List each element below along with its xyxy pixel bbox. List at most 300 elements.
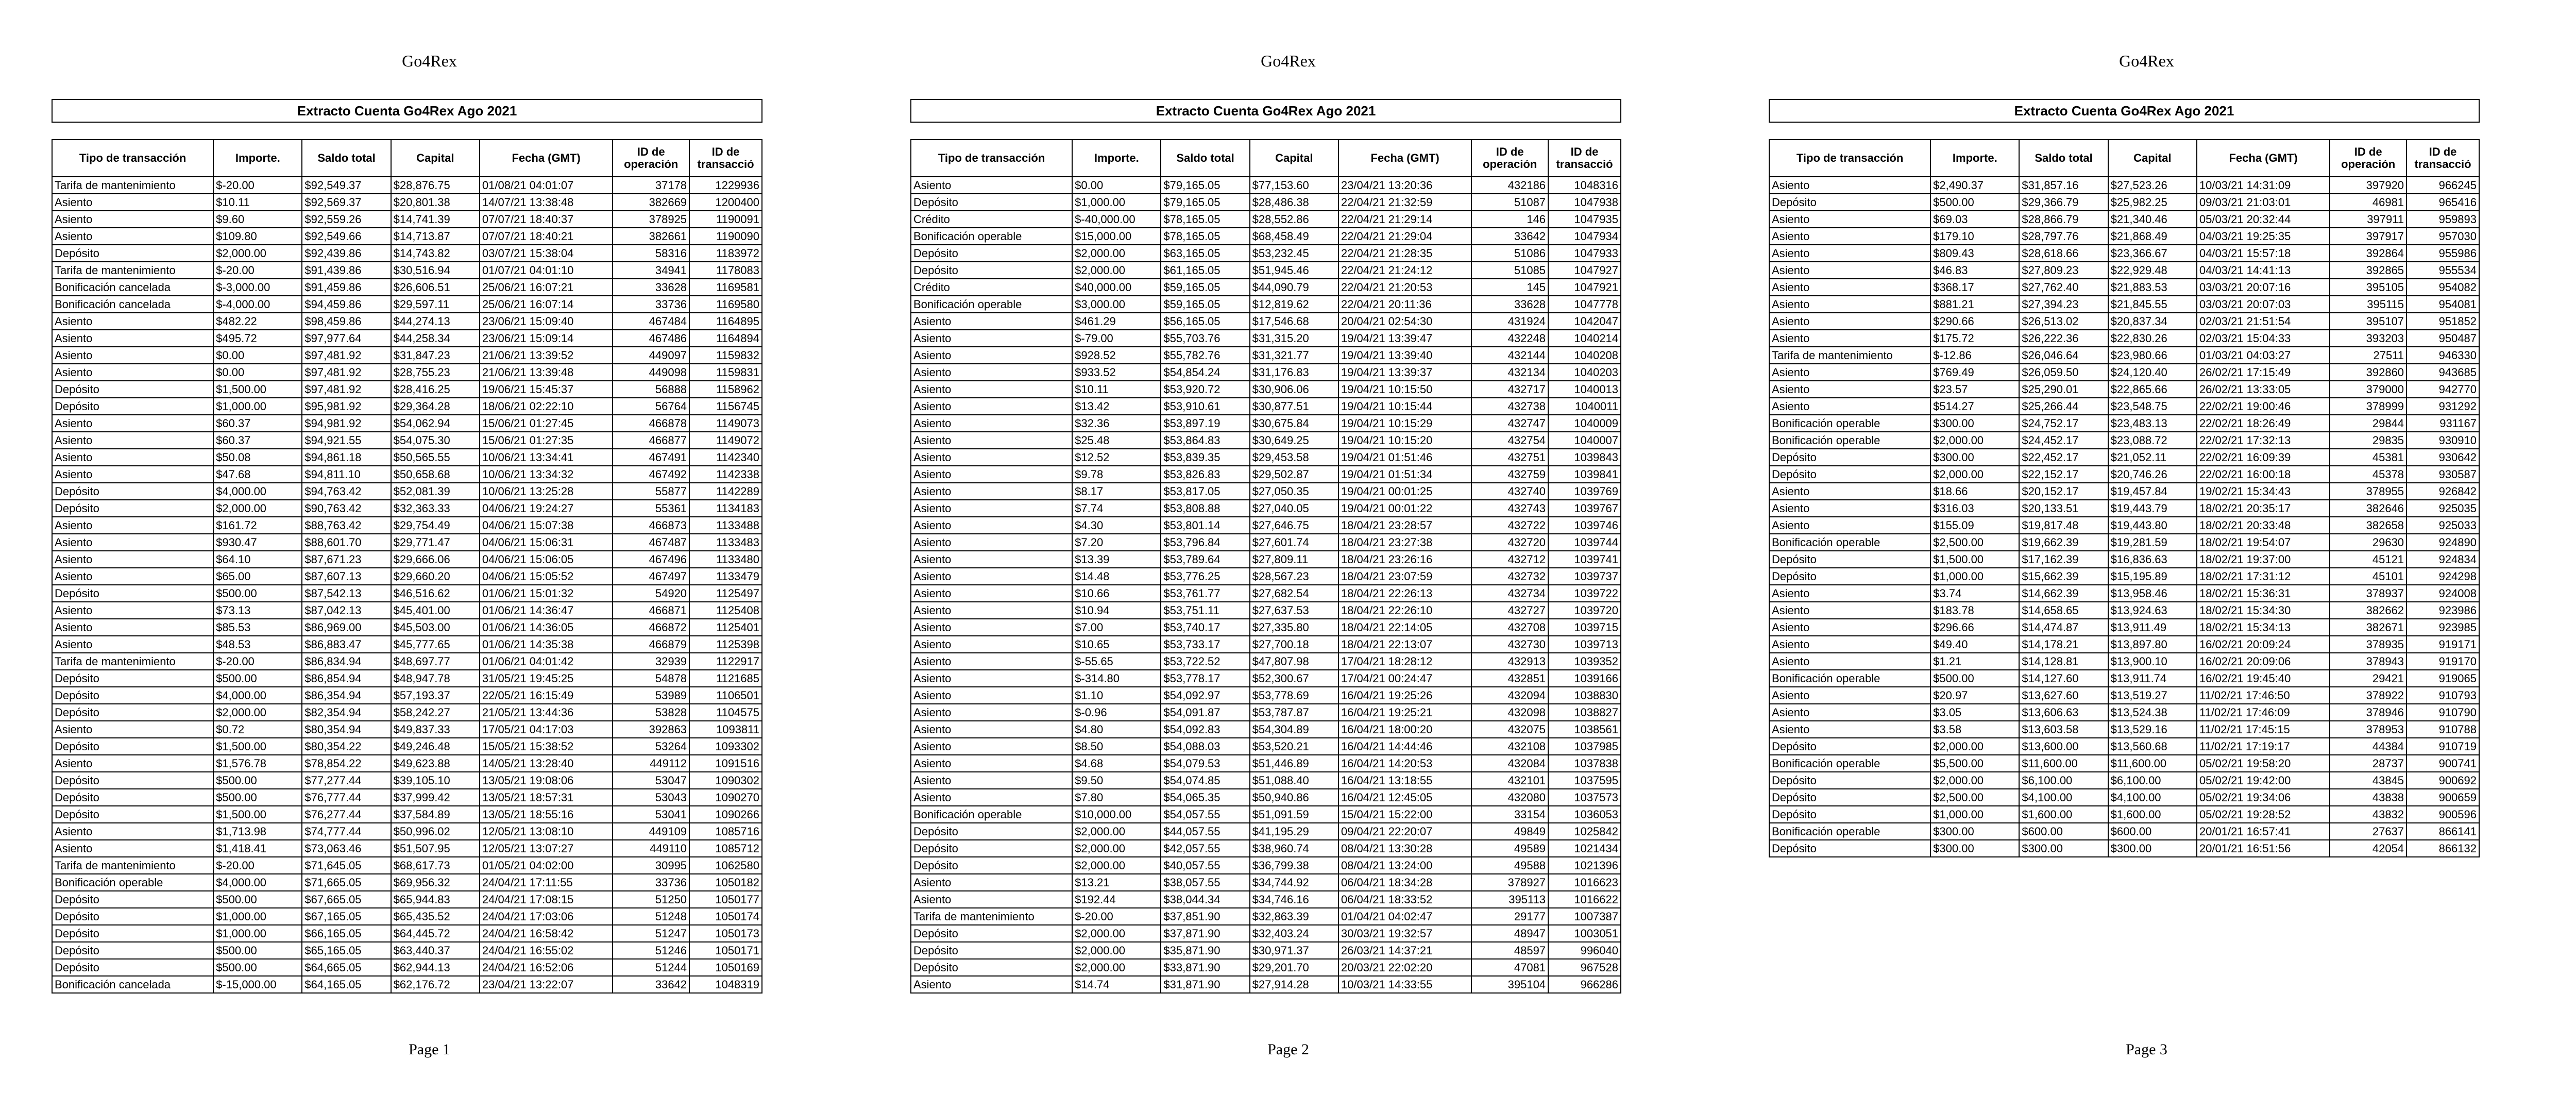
table-cell: 16/02/21 20:09:24	[2197, 636, 2330, 653]
table-cell: 17/04/21 18:28:12	[1338, 653, 1471, 670]
table-cell: 1040013	[1548, 381, 1621, 398]
table-row	[911, 347, 1621, 364]
table-row	[911, 840, 1621, 857]
table-cell: $27,050.35	[1250, 483, 1338, 500]
table-cell: $26,059.50	[2019, 364, 2108, 381]
table-cell: Asiento	[911, 483, 1072, 500]
table-cell: 1037573	[1548, 789, 1621, 806]
table-cell: 1134183	[689, 500, 762, 517]
table-cell: $86,883.47	[302, 636, 391, 653]
table-cell: Bonificación operable	[1769, 823, 1930, 840]
table-cell: $54,854.24	[1161, 364, 1249, 381]
table-row	[1769, 211, 2479, 228]
table-cell: Asiento	[911, 755, 1072, 772]
table-cell: $21,883.53	[2108, 279, 2197, 296]
table-row	[1769, 330, 2479, 347]
table-cell: 19/04/21 13:39:40	[1338, 347, 1471, 364]
table-cell: $19,281.59	[2108, 534, 2197, 551]
table-cell: 432075	[1471, 721, 1548, 738]
table-cell: 1040007	[1548, 432, 1621, 449]
table-cell: $21,340.46	[2108, 211, 2197, 228]
table-cell: 946330	[2406, 347, 2479, 364]
table-cell: 53047	[613, 772, 689, 789]
table-cell: Asiento	[1769, 619, 1930, 636]
table-cell: $155.09	[1930, 517, 2019, 534]
table-row	[1769, 806, 2479, 823]
table-cell: 449098	[613, 364, 689, 381]
table-cell: $-0.96	[1072, 704, 1161, 721]
table-cell: 392863	[613, 721, 689, 738]
table-cell: 43845	[2330, 772, 2406, 789]
table-cell: Asiento	[911, 772, 1072, 789]
table-cell: 22/04/21 21:32:59	[1338, 194, 1471, 211]
table-cell: 53989	[613, 687, 689, 704]
table-cell: $461.29	[1072, 313, 1161, 330]
table-cell: 22/05/21 16:15:49	[480, 687, 613, 704]
table-cell: 48597	[1471, 942, 1548, 959]
table-cell: $12,819.62	[1250, 296, 1338, 313]
table-row	[1769, 296, 2479, 313]
table-cell: $54,062.94	[391, 415, 480, 432]
table-cell: 13/05/21 18:55:16	[480, 806, 613, 823]
table-cell: Tarifa de mantenimiento	[52, 177, 213, 194]
table-cell: $2,000.00	[1930, 466, 2019, 483]
table-cell: 18/02/21 19:54:07	[2197, 534, 2330, 551]
table-cell: 919171	[2406, 636, 2479, 653]
table-cell: $13,519.27	[2108, 687, 2197, 704]
table-cell: $35,871.90	[1161, 942, 1249, 959]
table-cell: $30,877.51	[1250, 398, 1338, 415]
table-cell: 24/04/21 17:03:06	[480, 908, 613, 925]
table-cell: 432738	[1471, 398, 1548, 415]
table-cell: Bonificación operable	[911, 296, 1072, 313]
table-cell: $28,567.23	[1250, 568, 1338, 585]
table-cell: Asiento	[911, 313, 1072, 330]
table-cell: 33736	[613, 296, 689, 313]
table-cell: 1047778	[1548, 296, 1621, 313]
table-row	[911, 908, 1621, 925]
table-cell: Asiento	[52, 551, 213, 568]
table-cell: 951852	[2406, 313, 2479, 330]
table-cell: 1040011	[1548, 398, 1621, 415]
table-cell: $54,074.85	[1161, 772, 1249, 789]
table-cell: Asiento	[1769, 721, 1930, 738]
table-cell: $13,958.46	[2108, 585, 2197, 602]
table-cell: $290.66	[1930, 313, 2019, 330]
table-cell: $38,960.74	[1250, 840, 1338, 857]
table-cell: $-15,000.00	[213, 976, 302, 993]
table-row	[52, 177, 762, 194]
table-cell: $0.72	[213, 721, 302, 738]
table-cell: $14,127.60	[2019, 670, 2108, 687]
table-cell: Asiento	[911, 721, 1072, 738]
table-cell: $3.74	[1930, 585, 2019, 602]
table-cell: 19/04/21 00:01:25	[1338, 483, 1471, 500]
table-cell: 1038827	[1548, 704, 1621, 721]
table-cell: 26/03/21 14:37:21	[1338, 942, 1471, 959]
table-cell: $29,453.58	[1250, 449, 1338, 466]
table-cell: 432186	[1471, 177, 1548, 194]
table-cell: 900692	[2406, 772, 2479, 789]
table-cell: Depósito	[52, 772, 213, 789]
table-cell: $55,703.76	[1161, 330, 1249, 347]
table-cell: $97,977.64	[302, 330, 391, 347]
table-cell: 942770	[2406, 381, 2479, 398]
table-cell: $1,000.00	[213, 398, 302, 415]
table-cell: 382669	[613, 194, 689, 211]
table-cell: $769.49	[1930, 364, 2019, 381]
table-cell: Depósito	[1769, 840, 1930, 857]
table-row	[52, 347, 762, 364]
table-cell: 12/05/21 13:07:27	[480, 840, 613, 857]
table-cell: $14.74	[1072, 976, 1161, 993]
table-cell: Asiento	[1769, 653, 1930, 670]
table-row	[1769, 670, 2479, 687]
table-cell: Asiento	[911, 534, 1072, 551]
table-row	[52, 891, 762, 908]
table-row	[1769, 228, 2479, 245]
table-cell: $1.10	[1072, 687, 1161, 704]
table-cell: $2,000.00	[1930, 772, 2019, 789]
table-cell: $47,807.98	[1250, 653, 1338, 670]
table-cell: 1085712	[689, 840, 762, 857]
table-cell: $65.00	[213, 568, 302, 585]
table-cell: 1142340	[689, 449, 762, 466]
table-cell: 20/01/21 16:51:56	[2197, 840, 2330, 857]
table-row	[52, 551, 762, 568]
table-cell: $53,232.45	[1250, 245, 1338, 262]
table-cell: $53,801.14	[1161, 517, 1249, 534]
table-row	[911, 262, 1621, 279]
table-cell: 22/02/21 16:00:18	[2197, 466, 2330, 483]
table-cell: $2,000.00	[1072, 262, 1161, 279]
table-cell: 23/04/21 13:22:07	[480, 976, 613, 993]
table-cell: Asiento	[1769, 381, 1930, 398]
table-cell: 47081	[1471, 959, 1548, 976]
table-cell: $50.08	[213, 449, 302, 466]
table-cell: $25.48	[1072, 432, 1161, 449]
table-cell: $49.40	[1930, 636, 2019, 653]
table-cell: Asiento	[911, 619, 1072, 636]
table-cell: $94,981.92	[302, 415, 391, 432]
table-cell: $23,980.66	[2108, 347, 2197, 364]
table-cell: $1,713.98	[213, 823, 302, 840]
table-cell: Depósito	[52, 483, 213, 500]
table-cell: 432751	[1471, 449, 1548, 466]
table-row	[911, 857, 1621, 874]
table-cell: 33628	[1471, 296, 1548, 313]
table-cell: 930910	[2406, 432, 2479, 449]
table-row	[52, 517, 762, 534]
table-cell: 1040208	[1548, 347, 1621, 364]
table-cell: 378925	[613, 211, 689, 228]
table-cell: Asiento	[911, 517, 1072, 534]
table-cell: $13.39	[1072, 551, 1161, 568]
table-cell: 378955	[2330, 483, 2406, 500]
table-cell: Depósito	[52, 908, 213, 925]
table-row	[52, 568, 762, 585]
table-cell: 1050174	[689, 908, 762, 925]
table-cell: 06/04/21 18:34:28	[1338, 874, 1471, 891]
table-cell: $64,165.05	[302, 976, 391, 993]
table-cell: $94,763.42	[302, 483, 391, 500]
table-cell: $65,944.83	[391, 891, 480, 908]
table-row	[1769, 619, 2479, 636]
table-cell: 432727	[1471, 602, 1548, 619]
table-cell: 1178083	[689, 262, 762, 279]
table-cell: 08/04/21 13:24:00	[1338, 857, 1471, 874]
table-cell: 392864	[2330, 245, 2406, 262]
table-cell: $53,740.17	[1161, 619, 1249, 636]
table-cell: Asiento	[1769, 398, 1930, 415]
table-cell: 1159831	[689, 364, 762, 381]
table-cell: $14,741.39	[391, 211, 480, 228]
table-cell: 1016623	[1548, 874, 1621, 891]
table-cell: 930587	[2406, 466, 2479, 483]
table-row	[911, 772, 1621, 789]
table-cell: 966245	[2406, 177, 2479, 194]
table-row	[52, 636, 762, 653]
table-cell: $54,304.89	[1250, 721, 1338, 738]
table-cell: $600.00	[2108, 823, 2197, 840]
table-cell: 1039769	[1548, 483, 1621, 500]
table-cell: 33642	[1471, 228, 1548, 245]
table-row	[911, 228, 1621, 245]
table-cell: 21/06/21 13:39:48	[480, 364, 613, 381]
table-row	[52, 585, 762, 602]
table-cell: 18/02/21 20:35:17	[2197, 500, 2330, 517]
table-cell: 1039713	[1548, 636, 1621, 653]
table-cell: 395107	[2330, 313, 2406, 330]
table-cell: 1047934	[1548, 228, 1621, 245]
table-cell: $37,584.89	[391, 806, 480, 823]
table-cell: $87,607.13	[302, 568, 391, 585]
table-cell: 1122917	[689, 653, 762, 670]
table-cell: $3,000.00	[1072, 296, 1161, 313]
table-cell: Asiento	[1769, 704, 1930, 721]
table-cell: 1047921	[1548, 279, 1621, 296]
table-cell: $22,830.26	[2108, 330, 2197, 347]
table-cell: $17,546.68	[1250, 313, 1338, 330]
table-cell: $50,996.02	[391, 823, 480, 840]
table-row	[52, 857, 762, 874]
table-cell: $26,606.51	[391, 279, 480, 296]
table-cell: $39,105.10	[391, 772, 480, 789]
table-cell: 910790	[2406, 704, 2479, 721]
table-cell: 1093302	[689, 738, 762, 755]
table-row	[911, 500, 1621, 517]
table-cell: 08/04/21 13:30:28	[1338, 840, 1471, 857]
table-cell: 19/04/21 10:15:29	[1338, 415, 1471, 432]
table-cell: $12.52	[1072, 449, 1161, 466]
table-cell: Depósito	[52, 687, 213, 704]
table-cell: $296.66	[1930, 619, 2019, 636]
table-cell: $53,910.61	[1161, 398, 1249, 415]
table-cell: 1040009	[1548, 415, 1621, 432]
table-cell: 12/05/21 13:08:10	[480, 823, 613, 840]
table-cell: $10.66	[1072, 585, 1161, 602]
table-cell: $62,944.13	[391, 959, 480, 976]
table-cell: 19/04/21 00:01:22	[1338, 500, 1471, 517]
table-cell: $500.00	[213, 585, 302, 602]
table-cell: $97,481.92	[302, 364, 391, 381]
table-cell: 397911	[2330, 211, 2406, 228]
table-cell: 1042047	[1548, 313, 1621, 330]
table-row	[911, 364, 1621, 381]
table-cell: Asiento	[52, 619, 213, 636]
table-cell: 924890	[2406, 534, 2479, 551]
table-cell: 19/04/21 13:39:37	[1338, 364, 1471, 381]
table-cell: $65,435.52	[391, 908, 480, 925]
table-cell: $47.68	[213, 466, 302, 483]
table-cell: 51244	[613, 959, 689, 976]
table-row	[911, 534, 1621, 551]
table-cell: Depósito	[1769, 789, 1930, 806]
table-cell: $2,000.00	[213, 704, 302, 721]
table-cell: 27511	[2330, 347, 2406, 364]
table-cell: $18.66	[1930, 483, 2019, 500]
table-cell: $86,354.94	[302, 687, 391, 704]
table-cell: 49588	[1471, 857, 1548, 874]
table-cell: 432101	[1471, 772, 1548, 789]
table-cell: $13,560.68	[2108, 738, 2197, 755]
table-cell: 382671	[2330, 619, 2406, 636]
table-cell: 18/04/21 23:28:57	[1338, 517, 1471, 534]
table-cell: $13.42	[1072, 398, 1161, 415]
table-cell: $25,266.44	[2019, 398, 2108, 415]
table-cell: $22,929.48	[2108, 262, 2197, 279]
table-cell: 467496	[613, 551, 689, 568]
table-cell: 58316	[613, 245, 689, 262]
table-row	[1769, 279, 2479, 296]
table-cell: 03/03/21 20:07:03	[2197, 296, 2330, 313]
table-cell: $2,000.00	[1072, 857, 1161, 874]
table-cell: Depósito	[52, 891, 213, 908]
table-cell: Asiento	[1769, 517, 1930, 534]
page-3	[1717, 0, 2576, 1111]
table-cell: $8.50	[1072, 738, 1161, 755]
table-cell: 16/02/21 20:09:06	[2197, 653, 2330, 670]
table-cell: $-4,000.00	[213, 296, 302, 313]
table-cell: 957030	[2406, 228, 2479, 245]
table-cell: $2,000.00	[1930, 738, 2019, 755]
table-cell: $4,100.00	[2019, 789, 2108, 806]
table-cell: $6,100.00	[2019, 772, 2108, 789]
table-cell: Depósito	[52, 789, 213, 806]
table-row	[911, 483, 1621, 500]
table-cell: 19/04/21 10:15:20	[1338, 432, 1471, 449]
table-cell: $53,520.21	[1250, 738, 1338, 755]
table-cell: $56,165.05	[1161, 313, 1249, 330]
table-cell: 04/06/21 19:24:27	[480, 500, 613, 517]
page-header: Go4Rex	[1261, 52, 1316, 70]
table-row	[52, 806, 762, 823]
table-cell: $13,524.38	[2108, 704, 2197, 721]
table-cell: $13,897.80	[2108, 636, 2197, 653]
table-cell: $25,290.01	[2019, 381, 2108, 398]
table-cell: Depósito	[52, 245, 213, 262]
table-cell: 1047927	[1548, 262, 1621, 279]
table-cell: $67,165.05	[302, 908, 391, 925]
table-cell: 1159832	[689, 347, 762, 364]
table-row	[1769, 245, 2479, 262]
table-cell: $26,222.36	[2019, 330, 2108, 347]
table-cell: $20,746.26	[2108, 466, 2197, 483]
table-cell: 432080	[1471, 789, 1548, 806]
table-cell: 1050177	[689, 891, 762, 908]
table-cell: 19/04/21 01:51:46	[1338, 449, 1471, 466]
table-cell: $-20.00	[213, 857, 302, 874]
table-cell: 03/03/21 20:07:16	[2197, 279, 2330, 296]
table-cell: $1,418.41	[213, 840, 302, 857]
table-cell: $53,778.17	[1161, 670, 1249, 687]
table-cell: $0.00	[213, 364, 302, 381]
column-header: Importe.	[1930, 140, 2019, 177]
table-cell: 16/04/21 18:00:20	[1338, 721, 1471, 738]
table-cell: Asiento	[911, 551, 1072, 568]
table-cell: $54,092.83	[1161, 721, 1249, 738]
table-row	[1769, 568, 2479, 585]
table-cell: 29177	[1471, 908, 1548, 925]
table-cell: $9.50	[1072, 772, 1161, 789]
table-cell: 51246	[613, 942, 689, 959]
table-cell: Depósito	[911, 942, 1072, 959]
table-cell: $10,000.00	[1072, 806, 1161, 823]
table-cell: $4.80	[1072, 721, 1161, 738]
table-cell: Depósito	[911, 959, 1072, 976]
table-cell: $37,851.90	[1161, 908, 1249, 925]
table-cell: 01/07/21 04:01:10	[480, 262, 613, 279]
table-cell: $13,600.00	[2019, 738, 2108, 755]
table-cell: 49589	[1471, 840, 1548, 857]
table-cell: Asiento	[911, 449, 1072, 466]
table-cell: $49,623.88	[391, 755, 480, 772]
table-cell: $78,854.22	[302, 755, 391, 772]
table-cell: 1039841	[1548, 466, 1621, 483]
table-cell: $32,403.24	[1250, 925, 1338, 942]
table-row	[1769, 517, 2479, 534]
table-cell: 392865	[2330, 262, 2406, 279]
table-cell: 53041	[613, 806, 689, 823]
table-row	[52, 942, 762, 959]
table-row	[1769, 823, 2479, 840]
table-row	[52, 840, 762, 857]
table-cell: 382661	[613, 228, 689, 245]
table-cell: 18/02/21 15:34:30	[2197, 602, 2330, 619]
table-cell: 16/04/21 12:45:05	[1338, 789, 1471, 806]
table-cell: $13,924.63	[2108, 602, 2197, 619]
table-cell: 432913	[1471, 653, 1548, 670]
table-cell: $63,440.37	[391, 942, 480, 959]
table-cell: 19/02/21 15:34:43	[2197, 483, 2330, 500]
table-cell: 27637	[2330, 823, 2406, 840]
table-cell: $2,490.37	[1930, 177, 2019, 194]
table-cell: 51085	[1471, 262, 1548, 279]
table-cell: 18/04/21 23:07:59	[1338, 568, 1471, 585]
table-cell: $500.00	[213, 891, 302, 908]
table-cell: $10.94	[1072, 602, 1161, 619]
table-cell: $21,052.11	[2108, 449, 2197, 466]
table-cell: $23,483.13	[2108, 415, 2197, 432]
table-cell: Asiento	[52, 823, 213, 840]
table-cell: $928.52	[1072, 347, 1161, 364]
table-cell: $192.44	[1072, 891, 1161, 908]
table-cell: Depósito	[1769, 449, 1930, 466]
table-cell: $27,809.11	[1250, 551, 1338, 568]
table-cell: $86,834.94	[302, 653, 391, 670]
table-cell: 15/06/21 01:27:45	[480, 415, 613, 432]
table-row	[1769, 177, 2479, 194]
